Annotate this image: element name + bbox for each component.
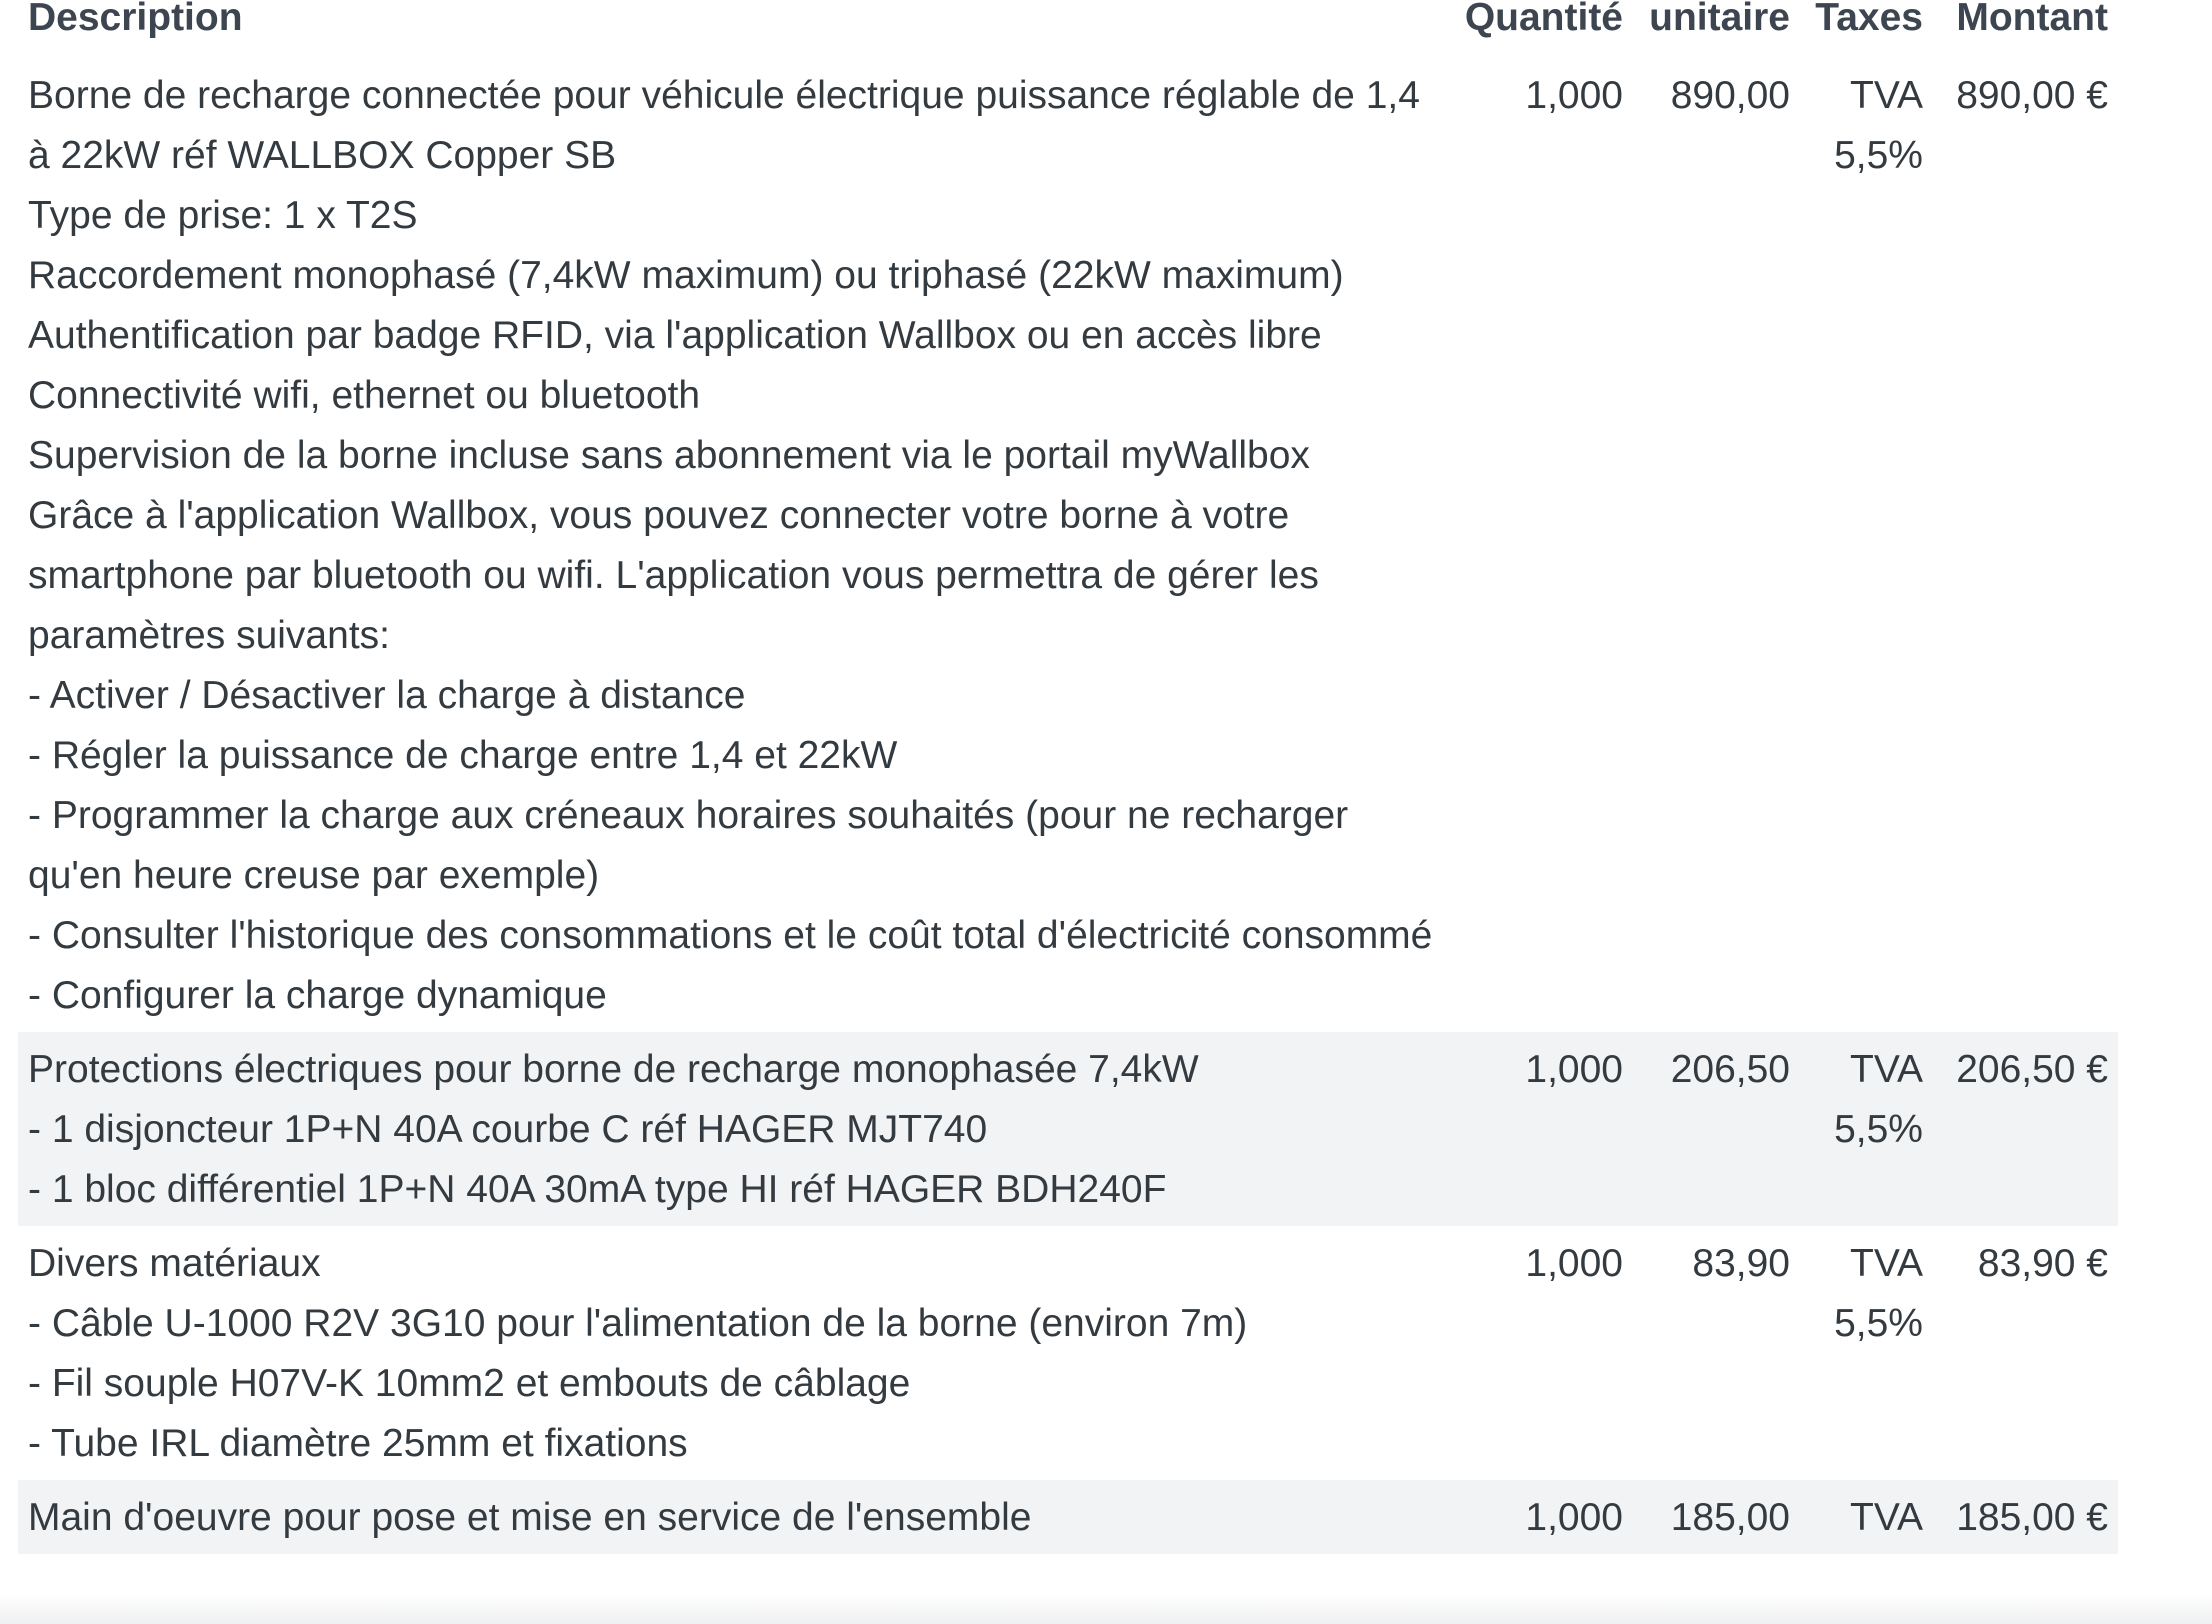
line-description xyxy=(18,1226,1443,1480)
line-amount: 890,00 € xyxy=(1956,74,2108,117)
line-quantity: 1,000 xyxy=(1525,74,1623,117)
line-unit-price: 206,50 xyxy=(1633,1032,1800,1226)
header-amount: Montant xyxy=(1956,0,2108,39)
header-unit-price: unitaire xyxy=(1649,0,1790,39)
line-quantity: 1,000 xyxy=(1443,1480,1633,1554)
line-unit-price: 185,00 xyxy=(1633,1480,1800,1554)
line-description xyxy=(18,1032,1443,1226)
page-bottom-shadow xyxy=(0,1594,2212,1624)
line-quantity: 1,000 xyxy=(1443,1032,1633,1226)
line-description xyxy=(18,36,1443,1032)
line-tax: TVA 5,5% xyxy=(1800,1032,1933,1226)
line-tax: TVA 5,5% xyxy=(1834,1242,1923,1345)
line-description xyxy=(18,1480,1443,1554)
table-row xyxy=(18,36,2118,1032)
line-amount: 206,50 € xyxy=(1933,1032,2118,1226)
description-line: Divers matériaux xyxy=(28,1242,321,1285)
description-line: - Consulter l'historique des consommations et le coût total d'électricité consommé xyxy=(28,914,1433,957)
description-line: Type de prise: 1 x T2S xyxy=(28,194,418,237)
description-line: - 1 bloc différentiel 1P+N 40A 30mA type HI réf HAGER BDH240F xyxy=(28,1168,1167,1211)
table-header xyxy=(18,0,2118,39)
quote-lines-table xyxy=(18,0,2118,1554)
description-line: - Fil souple H07V-K 10mm2 et embouts de câblage xyxy=(28,1362,911,1405)
description-line: - Câble U-1000 R2V 3G10 pour l'alimentation de la borne (environ 7m) xyxy=(28,1302,1248,1345)
description-line: Raccordement monophasé (7,4kW maximum) ou triphasé (22kW maximum) xyxy=(28,254,1344,297)
table-row xyxy=(18,1480,2118,1554)
header-taxes: Taxes xyxy=(1815,0,1923,39)
line-unit-price: 890,00 xyxy=(1670,74,1790,117)
table-row xyxy=(18,1226,2118,1480)
description-line: Protections électriques pour borne de recharge monophasée 7,4kW xyxy=(28,1048,1199,1091)
description-line: Supervision de la borne incluse sans abonnement via le portail myWallbox xyxy=(28,434,1310,477)
description-line: - 1 disjoncteur 1P+N 40A courbe C réf HAGER MJT740 xyxy=(28,1108,988,1151)
table-row xyxy=(18,1032,2118,1226)
description-line: Authentification par badge RFID, via l'application Wallbox ou en accès libre xyxy=(28,314,1322,357)
line-tax: TVA 5,5% xyxy=(1834,74,1923,177)
line-amount: 185,00 € xyxy=(1933,1480,2118,1554)
description-line: Main d'oeuvre pour pose et mise en service de l'ensemble xyxy=(28,1496,1032,1539)
description-line: - Configurer la charge dynamique xyxy=(28,974,607,1017)
line-quantity: 1,000 xyxy=(1525,1242,1623,1285)
header-row xyxy=(18,0,2118,36)
description-line: - Tube IRL diamètre 25mm et fixations xyxy=(28,1422,688,1465)
description-line: Connectivité wifi, ethernet ou bluetooth xyxy=(28,374,701,417)
header-description: Description xyxy=(28,0,243,39)
description-line: - Programmer la charge aux créneaux horaires souhaités (pour ne recharger qu'en heure creuse par exemple) xyxy=(28,794,1349,897)
description-line: Grâce à l'application Wallbox, vous pouvez connecter votre borne à votre smartphone par bluetooth ou wifi. L'application vous permettra de gérer les paramètres suivants: xyxy=(28,494,1319,657)
line-tax: TVA xyxy=(1800,1480,1933,1554)
header-quantity: Quantité xyxy=(1464,0,1623,39)
line-amount: 83,90 € xyxy=(1977,1242,2108,1285)
table-body xyxy=(18,36,2118,1554)
description-line: Borne de recharge connectée pour véhicule électrique puissance réglable de 1,4 à 22kW réf WALLBOX Copper SB xyxy=(28,74,1420,177)
description-line: - Régler la puissance de charge entre 1,4 et 22kW xyxy=(28,734,898,777)
line-unit-price: 83,90 xyxy=(1692,1242,1790,1285)
description-line: - Activer / Désactiver la charge à distance xyxy=(28,674,746,717)
